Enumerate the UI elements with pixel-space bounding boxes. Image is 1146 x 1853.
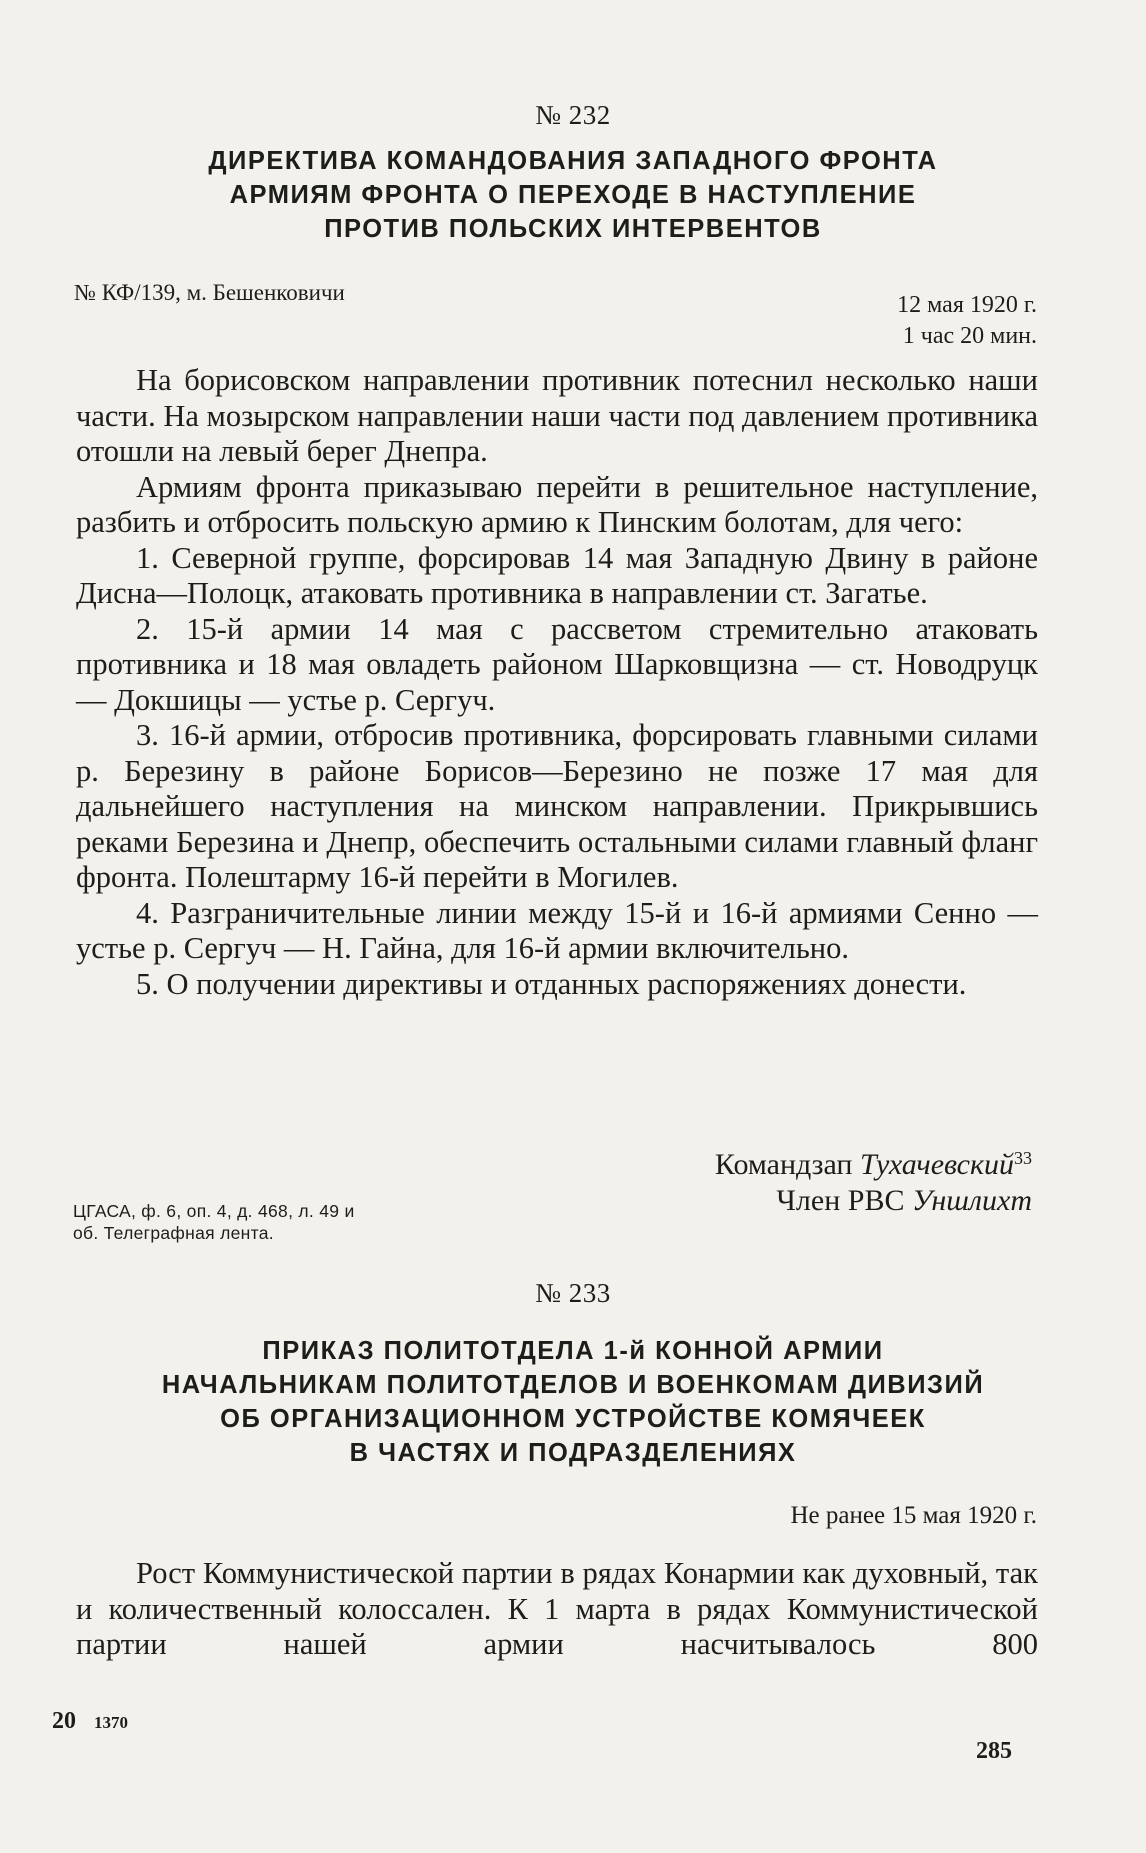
signature-line: [715, 1140, 1032, 1183]
heading-line: В ЧАСТЯХ И ПОДРАЗДЕЛЕНИЯХ: [349, 1439, 797, 1467]
document-date: Не ранее 15 мая 1920 г.: [790, 1502, 1037, 1529]
document-time: 1 час 20 мин.: [902, 323, 1037, 349]
archive-line: ЦГАСА, ф. 6, оп. 4, д. 468, л. 49 и: [73, 1201, 355, 1221]
signature-mark: [52, 1708, 128, 1735]
document-number: № 232: [535, 100, 611, 130]
paragraph: 3. 16-й армии, отбросив противника, форсировать главными силами р. Березину в районе Борисов—Березино не позже 17 мая для дальнейшего наступления на минском направлении. Прикрывшись реками Березина и Днепр, обеспечить остальными силами главный фланг фронта. Полештарму 16-й перейти в Могилев.: [76, 718, 1038, 894]
heading-line: ПРИКАЗ ПОЛИТОТДЕЛА 1-й КОННОЙ АРМИИ: [262, 1337, 884, 1365]
heading-line: АРМИЯМ ФРОНТА О ПЕРЕХОДЕ В НАСТУПЛЕНИЕ: [229, 181, 917, 209]
archive-line: об. Телеграфная лента.: [73, 1223, 274, 1243]
sheet-number: 20: [52, 1708, 76, 1734]
document-date: 12 мая 1920 г.: [897, 292, 1037, 318]
heading-line: ДИРЕКТИВА КОМАНДОВАНИЯ ЗАПАДНОГО ФРОНТА: [208, 147, 938, 175]
document-heading: [150, 1334, 996, 1470]
signature-line: [715, 1183, 1032, 1219]
heading-line: ПРОТИВ ПОЛЬСКИХ ИНТЕРВЕНТОВ: [324, 215, 822, 243]
signature-name: Тухачевский: [859, 1148, 1014, 1181]
document-body: [76, 1556, 1038, 1663]
print-code: 1370: [94, 1713, 128, 1732]
document-date-block: [897, 290, 1037, 352]
paragraph: 4. Разграничительные линии между 15-й и 16-й армиями Сенно — устье р. Сергуч — Н. Гайна, для 16-й армии включительно.: [76, 895, 1038, 965]
signature-block: [715, 1140, 1032, 1219]
paragraph: 1. Северной группе, форсировав 14 мая Западную Двину в районе Дисна—Полоцк, атаковать противника в направлении ст. Загатье.: [76, 540, 1038, 610]
paragraph: 2. 15-й армии 14 мая с рассветом стремительно атаковать противника и 18 мая овладеть районом Шарковщизна — ст. Новодруцк — Докшицы — устье р. Сергуч.: [76, 611, 1038, 717]
heading-line: ОБ ОРГАНИЗАЦИОННОМ УСТРОЙСТВЕ КОМЯЧЕЕК: [220, 1405, 926, 1433]
document-number: № 233: [535, 1278, 611, 1308]
footnote-mark: 33: [1014, 1148, 1032, 1168]
paragraph: 5. О получении директивы и отданных распоряжениях донести.: [136, 966, 967, 1001]
document-reference: № КФ/139, м. Бешенковичи: [74, 280, 345, 305]
paragraph: Армиям фронта приказываю перейти в решительное наступление, разбить и отбросить польскую армию к Пинским болотам, для чего:: [76, 469, 1038, 539]
heading-line: НАЧАЛЬНИКАМ ПОЛИТОТДЕЛОВ И ВОЕНКОМАМ ДИВИЗИЙ: [161, 1371, 985, 1399]
document-body: [76, 363, 1038, 1002]
signature-name: Уншлихт: [911, 1184, 1032, 1217]
archive-reference: [73, 1200, 473, 1244]
paragraph: Рост Коммунистической партии в рядах Конармии как духовный, так и количественный колоссален. К 1 марта в рядах Коммунистической партии нашей армии насчитывалось 800: [76, 1556, 1038, 1661]
page-number: 285: [976, 1738, 1012, 1764]
signature-title: Командзап: [714, 1148, 860, 1181]
signature-title: Член РВС: [776, 1184, 912, 1217]
document-heading: [150, 144, 996, 246]
paragraph: На борисовском направлении противник потеснил несколько наши части. На мозырском направлении наши части под давлением противника отошли на левый берег Днепра.: [76, 363, 1038, 468]
